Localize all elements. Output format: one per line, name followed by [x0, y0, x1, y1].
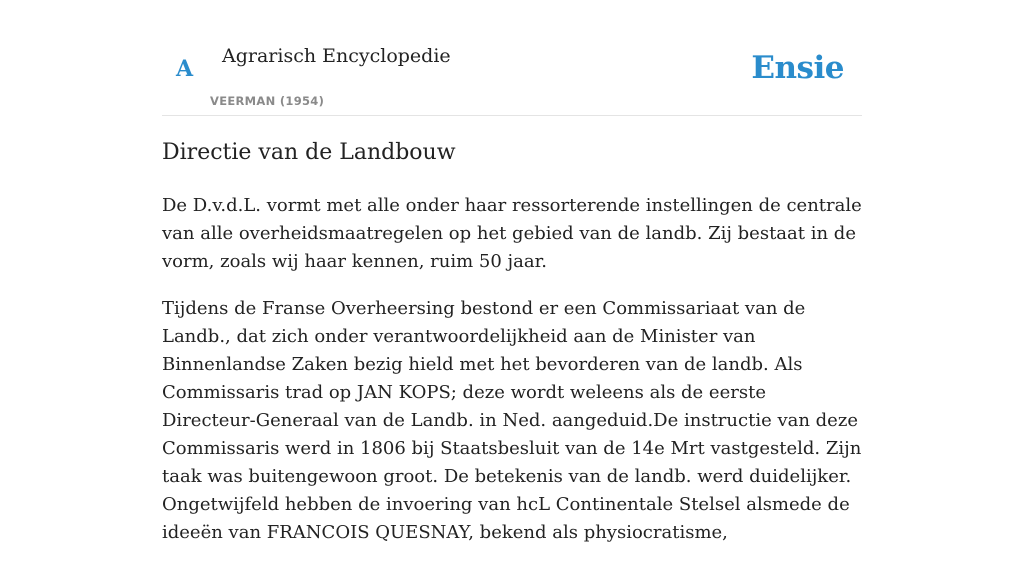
ensie-logo[interactable]: Ensie [751, 50, 844, 86]
entry-title: Directie van de Landbouw [162, 140, 456, 165]
header [162, 0, 862, 116]
letter-index-link[interactable]: A [176, 56, 194, 82]
entry-body [162, 192, 862, 566]
paragraph: De D.v.d.L. vormt met alle onder haar ressorterende instellingen de centrale van alle overheidsmaatregelen op het gebied van de landb. Zij bestaat in de vorm, zoals wij haar kennen, ruim 50 jaar. [162, 195, 862, 272]
author-label: VEERMAN (1954) [210, 94, 325, 108]
book-title-link[interactable]: Agrarisch Encyclopedie [222, 45, 451, 67]
paragraph: Tijdens de Franse Overheersing bestond er een Commissariaat van de Landb., dat zich onder verantwoordelijkheid aan de Minister van Binnenlandse Zaken bezig hield met het bevorderen van de landb. Als Commissaris trad op JAN KOPS; deze wordt weleens als de eerste Directeur-Generaal van de Landb. in Ned. aangeduid.De instructie van deze Commissaris werd in 1806 bij Staatsbesluit van de 14e Mrt vastgesteld. Zijn taak was buitengewoon groot. De betekenis van de landb. werd duidelijker. Ongetwijfeld hebben de invoering van hcL Continentale Stelsel alsmede de ideeën van FRANCOIS QUESNAY, bekend als physiocratisme, [162, 298, 862, 543]
page [162, 0, 862, 543]
